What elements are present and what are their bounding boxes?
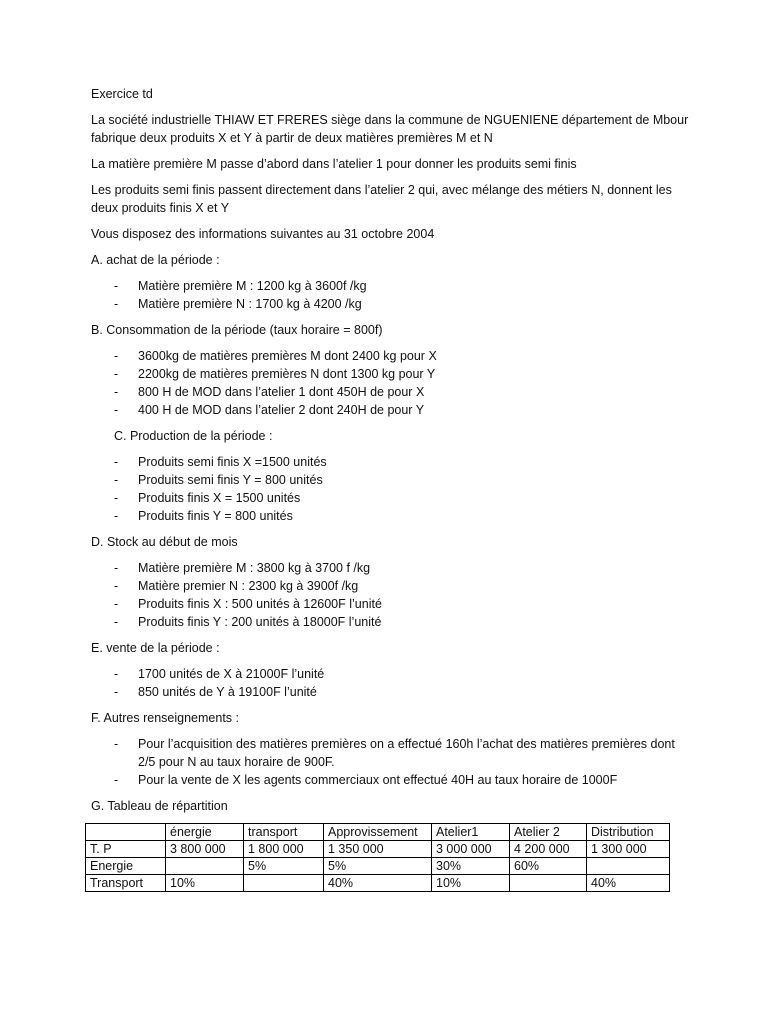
table-cell: 3 800 000 — [166, 841, 244, 858]
section-a-list — [91, 277, 691, 313]
table-cell: 4 200 000 — [510, 841, 587, 858]
table-cell: Distribution — [587, 824, 670, 841]
list-item: - Matière première M : 3800 kg à 3700 f /kg — [91, 559, 691, 577]
list-item: - Matière première M : 1200 kg à 3600f /kg — [91, 277, 691, 295]
table-cell: 30% — [432, 858, 510, 875]
list-item: - Matière première N : 1700 kg à 4200 /kg — [91, 295, 691, 313]
list-item: - Produits semi finis X =1500 unités — [91, 453, 691, 471]
repartition-table — [85, 823, 670, 892]
table-cell: Atelier 2 — [510, 824, 587, 841]
table-row — [86, 875, 670, 892]
document-page — [91, 85, 691, 892]
table-cell: 5% — [324, 858, 432, 875]
section-e-heading: E. vente de la période : — [91, 641, 220, 655]
table-cell: Approvissement — [324, 824, 432, 841]
table-cell: T. P — [86, 841, 166, 858]
list-item: - 1700 unités de X à 21000F l’unité — [91, 665, 691, 683]
table-cell — [244, 875, 324, 892]
section-f-list — [91, 735, 691, 789]
table-cell: 10% — [166, 875, 244, 892]
list-item: - Produits finis Y : 200 unités à 18000F l’unité — [91, 613, 691, 631]
section-b-list — [91, 347, 691, 419]
section-b-heading: B. Consommation de la période (taux horaire = 800f) — [91, 323, 383, 337]
list-item: - 3600kg de matières premières M dont 2400 kg pour X — [91, 347, 691, 365]
table-row — [86, 841, 670, 858]
table-cell: 40% — [587, 875, 670, 892]
section-a-heading: A. achat de la période : — [91, 253, 220, 267]
section-d-heading: D. Stock au début de mois — [91, 535, 238, 549]
table-cell: énergie — [166, 824, 244, 841]
table-cell: Energie — [86, 858, 166, 875]
table-cell: 3 000 000 — [432, 841, 510, 858]
table-cell: 60% — [510, 858, 587, 875]
list-item: - 400 H de MOD dans l’atelier 2 dont 240H de pour Y — [91, 401, 691, 419]
table-cell: Transport — [86, 875, 166, 892]
table-cell: 1 300 000 — [587, 841, 670, 858]
list-item: - 850 unités de Y à 19100F l’unité — [91, 683, 691, 701]
table-row — [86, 858, 670, 875]
intro-paragraph-3: Les produits semi finis passent directement dans l’atelier 2 qui, avec mélange des métiers N, donnent les deux produits finis X et Y — [91, 183, 672, 215]
list-item: - 800 H de MOD dans l’atelier 1 dont 450H de pour X — [91, 383, 691, 401]
list-item: - 2200kg de matières premières N dont 1300 kg pour Y — [91, 365, 691, 383]
table-cell — [587, 858, 670, 875]
table-cell — [510, 875, 587, 892]
section-c-list — [91, 453, 691, 525]
table-cell: transport — [244, 824, 324, 841]
intro-paragraph-2: La matière première M passe d’abord dans l’atelier 1 pour donner les produits semi finis — [91, 157, 577, 171]
table-header-row — [86, 824, 670, 841]
table-cell: 1 350 000 — [324, 841, 432, 858]
table-cell: 1 800 000 — [244, 841, 324, 858]
section-c-heading: C. Production de la période : — [114, 429, 273, 443]
section-g-heading: G. Tableau de répartition — [91, 799, 228, 813]
list-item: - Produits finis X : 500 unités à 12600F l’unité — [91, 595, 691, 613]
list-item: - Pour l’acquisition des matières premières on a effectué 160h l’achat des matières premières dont 2/5 pour N au taux horaire de 900F. — [91, 735, 691, 771]
list-item: - Produits finis Y = 800 unités — [91, 507, 691, 525]
table-cell: 5% — [244, 858, 324, 875]
intro-paragraph-1: La société industrielle THIAW ET FRERES siège dans la commune de NGUENIENE département de Mbour fabrique deux produits X et Y à partir de deux matières premières M et N — [91, 113, 689, 145]
list-item: - Pour la vente de X les agents commerciaux ont effectué 40H au taux horaire de 1000F — [91, 771, 691, 789]
table-cell: 40% — [324, 875, 432, 892]
table-cell — [166, 858, 244, 875]
document-title: Exercice td — [91, 87, 153, 101]
section-d-list — [91, 559, 691, 631]
intro-paragraph-4: Vous disposez des informations suivantes au 31 octobre 2004 — [91, 227, 435, 241]
table-cell: Atelier1 — [432, 824, 510, 841]
section-f-heading: F. Autres renseignements : — [91, 711, 239, 725]
table-cell — [86, 824, 166, 841]
list-item: - Produits finis X = 1500 unités — [91, 489, 691, 507]
section-e-list — [91, 665, 691, 701]
table-cell: 10% — [432, 875, 510, 892]
list-item: - Matière premier N : 2300 kg à 3900f /kg — [91, 577, 691, 595]
list-item: - Produits semi finis Y = 800 unités — [91, 471, 691, 489]
